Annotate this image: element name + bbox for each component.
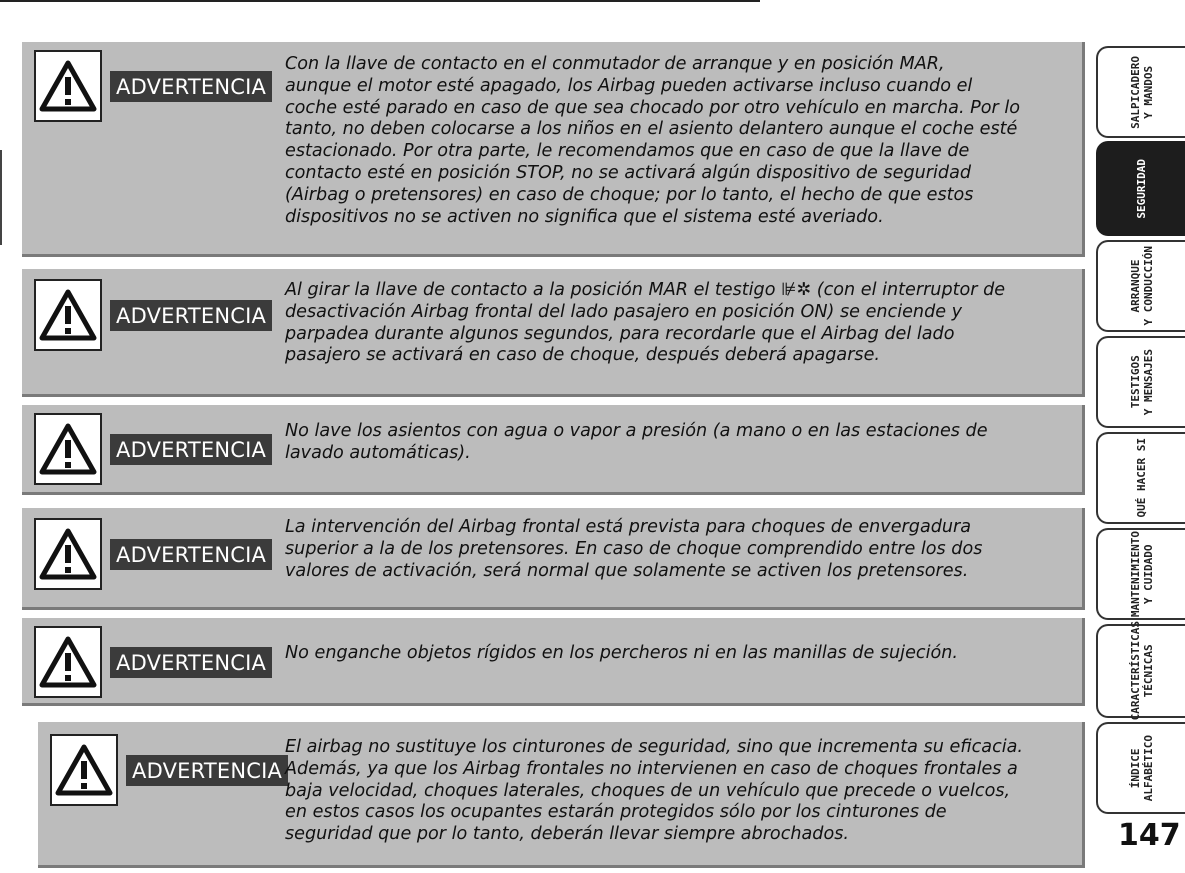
warning-text: [285, 737, 1072, 846]
text-line: desactivación Airbag frontal del lado pasajero en posición ON) se enciende y: [285, 301, 963, 322]
warning-text: [285, 421, 1072, 465]
warning-triangle-icon: [34, 626, 102, 698]
tab-salpicadero[interactable]: [1096, 46, 1185, 138]
tab-label: ARRANQUE Y CONDUCCIÓN: [1128, 246, 1155, 326]
tab-label: SALPICADERO Y MANDOS: [1128, 55, 1155, 129]
warning-label: ADVERTENCIA: [110, 539, 272, 570]
tab-caracteristicas[interactable]: [1096, 621, 1185, 721]
warning-label: ADVERTENCIA: [110, 434, 272, 465]
tab-indice[interactable]: [1096, 722, 1185, 814]
text-line: La intervención del Airbag frontal está prevista para choques de envergadura: [285, 517, 972, 537]
text-line: pasajero se activará en caso de choque, después deberá apagarse.: [285, 345, 881, 366]
text-line: coche esté parado en caso de que sea chocado por otro vehículo en marcha. Por lo: [285, 97, 1020, 118]
text-line: lavado automáticas).: [285, 442, 471, 463]
text-line: aunque el motor esté apagado, los Airbag pueden activarse incluso cuando el: [285, 75, 973, 96]
text-line: baja velocidad, choques laterales, choques de un vehículo que precede o vuelcos,: [285, 780, 1011, 801]
text-line: No lave los asientos con agua o vapor a presión (a mano o en las estaciones de: [285, 421, 988, 441]
warning-badge: [34, 413, 286, 485]
warning-badge: [34, 518, 286, 590]
left-margin-mark: [0, 150, 2, 245]
text-line: dispositivos no se activen no significa que el sistema esté averiado.: [285, 206, 884, 227]
warning-text: [285, 280, 1072, 367]
warning-label: ADVERTENCIA: [110, 300, 272, 331]
top-rule: [0, 0, 760, 2]
warning-badge: [34, 279, 286, 351]
warning-triangle-icon: [34, 518, 102, 590]
warning-box-3: [22, 405, 1085, 495]
page-number: 147: [1118, 818, 1181, 853]
warning-text: [285, 54, 1072, 228]
warning-triangle-icon: [34, 50, 102, 122]
warning-box-4: [22, 508, 1085, 610]
warning-text: [285, 517, 1072, 582]
text-line: seguridad que por lo tanto, deberán llevar siempre abrochados.: [285, 824, 849, 845]
warning-triangle-icon: [34, 279, 102, 351]
tab-mantenimiento[interactable]: [1096, 528, 1185, 620]
text-line: No enganche objetos rígidos en los percheros ni en las manillas de sujeción.: [285, 643, 958, 663]
warning-box-1: [22, 42, 1085, 257]
tab-label: ÍNDICE ALFABÉTICO: [1128, 734, 1155, 802]
text-line: contacto esté en posición STOP, no se activará algún dispositivo de seguridad: [285, 162, 972, 183]
warning-badge: [34, 50, 286, 122]
tab-seguridad[interactable]: [1096, 141, 1185, 236]
tab-label: CARACTERÍSTICAS TÉCNICAS: [1128, 621, 1155, 721]
text-line: estacionado. Por otra parte, le recomendamos que en caso de que la llave de: [285, 141, 970, 162]
text-line: en estos casos los ocupantes estarán protegidos sólo por los cinturones de: [285, 802, 947, 823]
text-line: El airbag no sustituye los cinturones de seguridad, sino que incrementa su eficacia.: [285, 737, 1024, 757]
warning-label: ADVERTENCIA: [126, 755, 288, 786]
text-line: superior a la de los pretensores. En caso de choque comprendido entre los dos: [285, 538, 983, 559]
text-line: Con la llave de contacto en el conmutador de arranque y en posición MAR,: [285, 54, 945, 74]
tab-que-hacer-si[interactable]: [1096, 432, 1185, 524]
warning-triangle-icon: [50, 734, 118, 806]
text-line: valores de activación, será normal que solamente se activen los pretensores.: [285, 560, 969, 581]
warning-text: [285, 643, 1072, 665]
text-line: parpadea durante algunos segundos, para recordarle que el Airbag del lado: [285, 323, 955, 344]
warning-triangle-icon: [34, 413, 102, 485]
text-line: Además, ya que los Airbag frontales no intervienen en caso de choques frontales a: [285, 758, 1018, 779]
warning-box-2: [22, 269, 1085, 397]
tab-label: SEGURIDAD: [1135, 158, 1148, 219]
text-line: tanto, no deben colocarse a los niños en el asiento delantero aunque el coche esté: [285, 119, 1018, 140]
tab-label: MANTENIMIENTO Y CUIDADO: [1128, 530, 1155, 618]
tab-label: TESTIGOS Y MENSAJES: [1128, 348, 1155, 416]
warning-badge: [50, 734, 302, 806]
tab-arranque[interactable]: [1096, 240, 1185, 332]
warning-label: ADVERTENCIA: [110, 647, 272, 678]
warning-label: ADVERTENCIA: [110, 71, 272, 102]
tab-label: QUÉ HACER SI: [1135, 438, 1148, 518]
text-line: (Airbag o pretensores) en caso de choque; por lo tanto, el hecho de que estos: [285, 184, 974, 205]
warning-box-6: [38, 722, 1085, 868]
tab-testigos[interactable]: [1096, 336, 1185, 428]
text-line: Al girar la llave de contacto a la posición MAR el testigo ⊯✲ (con el interruptor de: [285, 280, 1006, 300]
warning-box-5: [22, 618, 1085, 706]
warning-badge: [34, 626, 286, 698]
